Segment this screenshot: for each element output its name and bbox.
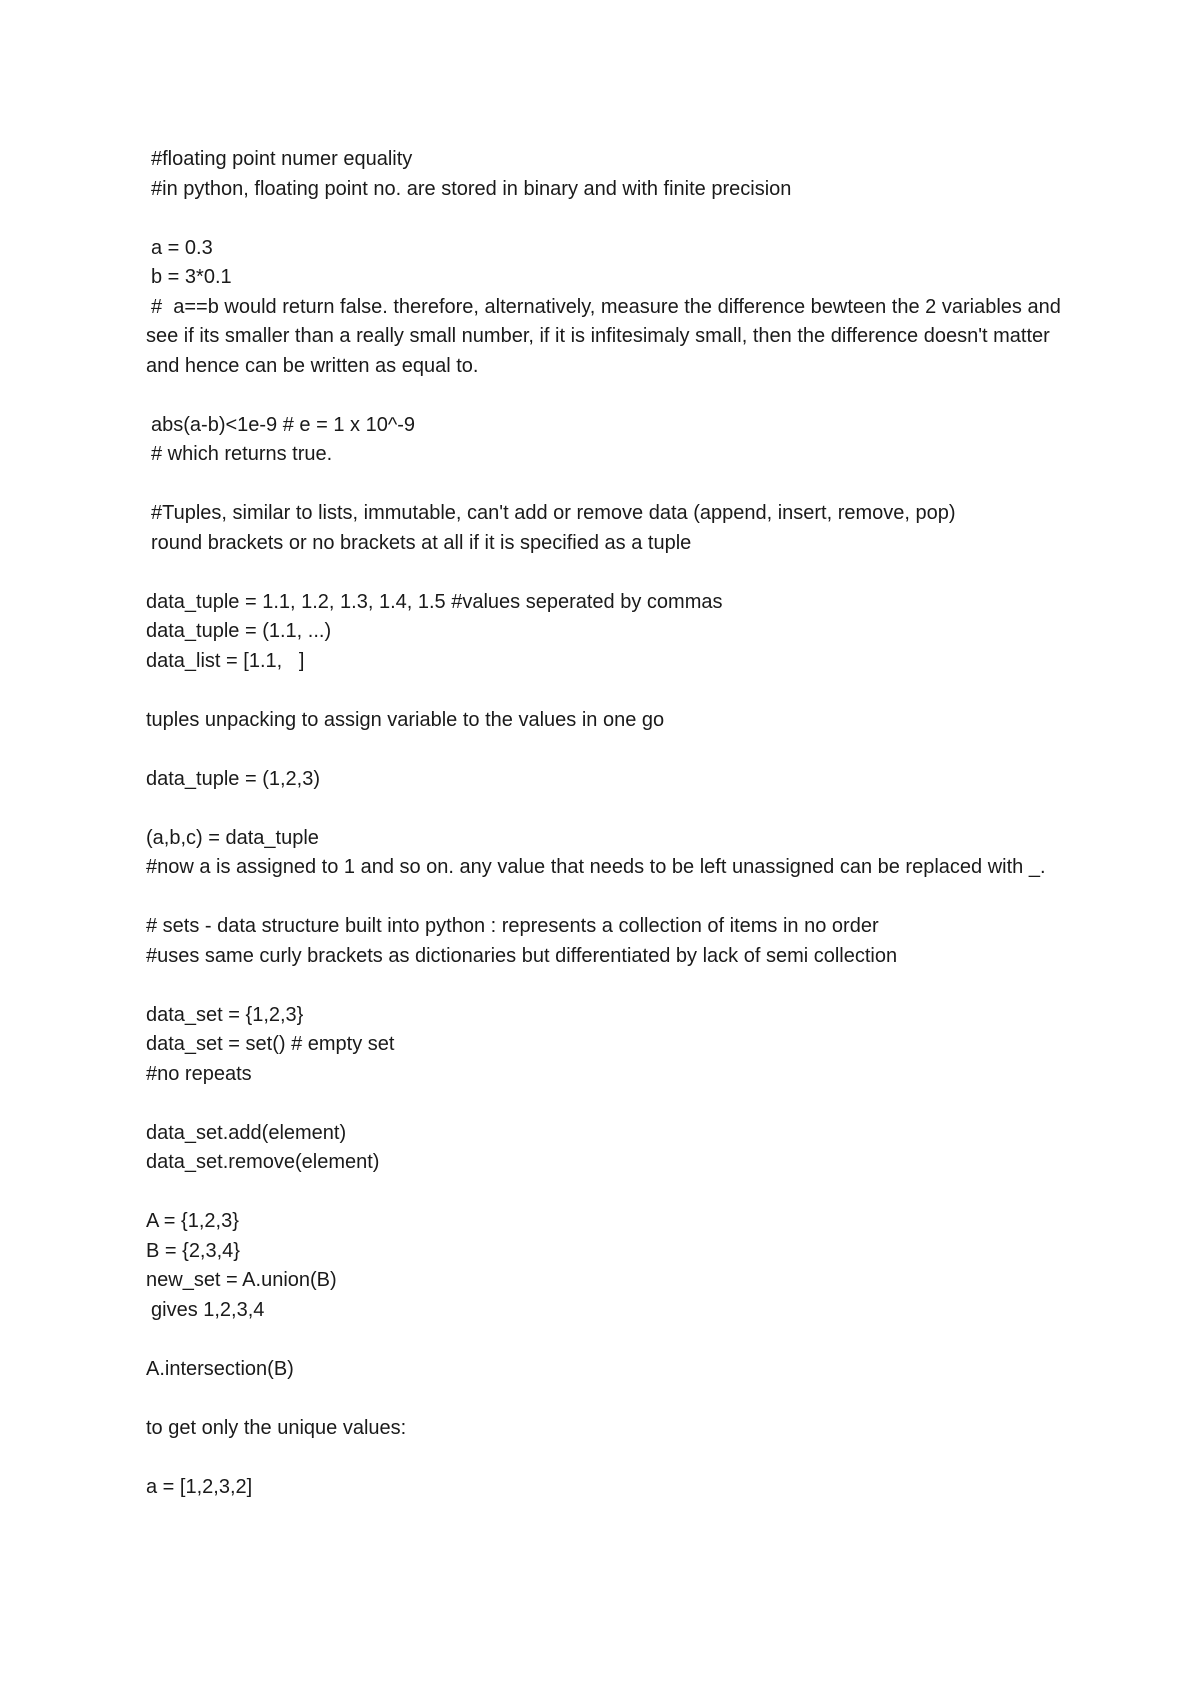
text-line: # sets - data structure built into python : represents a collection of items in no order bbox=[146, 915, 879, 937]
blank-line bbox=[146, 1089, 1066, 1119]
blank-line bbox=[146, 470, 1066, 500]
text-line: a = [1,2,3,2] bbox=[146, 1475, 253, 1498]
blank-line bbox=[146, 1178, 1066, 1208]
text-line: #no repeats bbox=[146, 1062, 252, 1085]
blank-line bbox=[146, 883, 1066, 913]
blank-line bbox=[146, 1325, 1066, 1355]
blank-line bbox=[146, 381, 1066, 411]
text-line: to get only the unique values: bbox=[146, 1416, 407, 1439]
text-line: tuples unpacking to assign variable to the values in one go bbox=[146, 708, 665, 731]
text-line: #in python, floating point no. are stored in binary and with finite precision bbox=[151, 177, 792, 200]
text-line: b = 3*0.1 bbox=[151, 266, 232, 288]
text-line: a = 0.3 bbox=[151, 236, 213, 259]
blank-line bbox=[146, 735, 1066, 765]
text-line: A = {1,2,3} bbox=[146, 1210, 239, 1232]
text-paragraph: #now a is assigned to 1 and so on. any value that needs to be left unassigned can be replaced with _. bbox=[146, 856, 1046, 878]
text-line: data_list = [1.1, ] bbox=[146, 649, 305, 672]
text-line: data_set.remove(element) bbox=[146, 1151, 380, 1173]
text-line: #uses same curly brackets as dictionaries but differentiated by lack of semi collection bbox=[146, 944, 898, 967]
blank-line bbox=[146, 794, 1066, 824]
text-line: data_tuple = 1.1, 1.2, 1.3, 1.4, 1.5 #values seperated by commas bbox=[146, 590, 723, 613]
document-body bbox=[146, 145, 1066, 1502]
text-line: # which returns true. bbox=[151, 443, 333, 465]
text-line: data_tuple = (1.1, ...) bbox=[146, 620, 332, 642]
text-line: (a,b,c) = data_tuple bbox=[146, 826, 319, 849]
blank-line bbox=[146, 1443, 1066, 1473]
text-line: B = {2,3,4} bbox=[146, 1239, 240, 1262]
text-paragraph: # a==b would return false. therefore, alternatively, measure the difference bewteen the 2 variables and see if its smaller than a really small number, if it is infitesimaly small, then the difference doesn't matter and hence can be written as equal to. bbox=[146, 295, 1067, 377]
blank-line bbox=[146, 971, 1066, 1001]
text-line: gives 1,2,3,4 bbox=[151, 1298, 265, 1321]
blank-line bbox=[146, 558, 1066, 588]
blank-line bbox=[146, 1384, 1066, 1414]
text-line: abs(a-b)<1e-9 # e = 1 x 10^-9 bbox=[151, 413, 415, 436]
text-line: A.intersection(B) bbox=[146, 1357, 294, 1380]
text-line: data_set = {1,2,3} bbox=[146, 1003, 304, 1026]
text-line: round brackets or no brackets at all if it is specified as a tuple bbox=[151, 531, 692, 554]
text-line: data_set.add(element) bbox=[146, 1121, 347, 1144]
text-line: data_tuple = (1,2,3) bbox=[146, 767, 321, 790]
text-line: data_set = set() # empty set bbox=[146, 1033, 395, 1055]
text-line: #Tuples, similar to lists, immutable, can't add or remove data (append, insert, remove, pop) bbox=[151, 502, 956, 524]
text-line: #floating point numer equality bbox=[151, 148, 413, 170]
blank-line bbox=[146, 204, 1066, 234]
blank-line bbox=[146, 676, 1066, 706]
text-line: new_set = A.union(B) bbox=[146, 1269, 337, 1291]
